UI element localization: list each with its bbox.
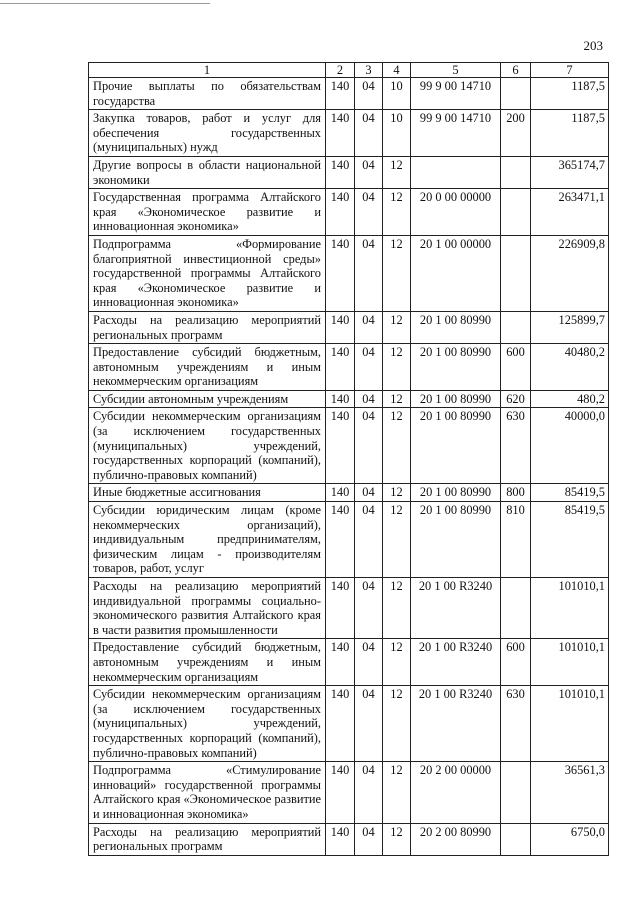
item-name-cell: Субсидии автономным учреждениям — [89, 390, 326, 408]
item-name-cell: Подпрограмма «Стимулирование инноваций» государственной программы Алтайского края «Экономическое развитие и инновационная экономика» — [89, 762, 326, 823]
subsection-code-cell: 10 — [383, 78, 411, 110]
header-row — [89, 63, 609, 78]
amount-cell: 36561,3 — [531, 762, 609, 823]
ministry-code-cell: 140 — [326, 235, 355, 311]
section-code-cell: 04 — [355, 235, 383, 311]
page-number: 203 — [583, 38, 603, 53]
section-code-cell: 04 — [355, 311, 383, 343]
budget-table — [88, 62, 609, 856]
amount-cell: 1187,5 — [531, 110, 609, 157]
header-cell: 7 — [531, 63, 609, 78]
table-row — [89, 390, 609, 408]
amount-cell: 125899,7 — [531, 311, 609, 343]
amount-cell: 365174,7 — [531, 156, 609, 188]
target-article-code-cell: 20 0 00 00000 — [411, 189, 501, 236]
subsection-code-cell: 12 — [383, 762, 411, 823]
subsection-code-cell: 12 — [383, 390, 411, 408]
header-cell: 2 — [326, 63, 355, 78]
ministry-code-cell: 140 — [326, 344, 355, 391]
table-row — [89, 311, 609, 343]
target-article-code-cell: 20 1 00 80990 — [411, 484, 501, 502]
target-article-code-cell: 20 2 00 80990 — [411, 823, 501, 855]
item-name-cell: Государственная программа Алтайского края «Экономическое развитие и инновационная экономика» — [89, 189, 326, 236]
section-code-cell: 04 — [355, 189, 383, 236]
section-code-cell: 04 — [355, 502, 383, 578]
amount-cell: 85419,5 — [531, 502, 609, 578]
section-code-cell: 04 — [355, 484, 383, 502]
table-row — [89, 408, 609, 484]
section-code-cell: 04 — [355, 823, 383, 855]
table-body — [89, 63, 609, 856]
amount-cell: 40000,0 — [531, 408, 609, 484]
item-name-cell: Субсидии юридическим лицам (кроме некоммерческих организаций), индивидуальным предпринимателям, физическим лицам - производителям товаров, работ, услуг — [89, 502, 326, 578]
subsection-code-cell: 10 — [383, 110, 411, 157]
expense-type-code-cell — [501, 156, 531, 188]
item-name-cell: Подпрограмма «Формирование благоприятной инвестиционной среды» государственной программы Алтайского края «Экономическое развитие и инновационная экономика» — [89, 235, 326, 311]
amount-cell: 263471,1 — [531, 189, 609, 236]
expense-type-code-cell — [501, 235, 531, 311]
target-article-code-cell: 20 1 00 80990 — [411, 344, 501, 391]
table-row — [89, 578, 609, 639]
item-name-cell: Иные бюджетные ассигнования — [89, 484, 326, 502]
subsection-code-cell: 12 — [383, 156, 411, 188]
section-code-cell: 04 — [355, 686, 383, 762]
table-row — [89, 78, 609, 110]
section-code-cell: 04 — [355, 578, 383, 639]
table-row — [89, 484, 609, 502]
subsection-code-cell: 12 — [383, 578, 411, 639]
table-row — [89, 762, 609, 823]
ministry-code-cell: 140 — [326, 156, 355, 188]
ministry-code-cell: 140 — [326, 484, 355, 502]
target-article-code-cell — [411, 156, 501, 188]
amount-cell: 480,2 — [531, 390, 609, 408]
target-article-code-cell: 20 1 00 80990 — [411, 390, 501, 408]
ministry-code-cell: 140 — [326, 823, 355, 855]
subsection-code-cell: 12 — [383, 408, 411, 484]
table-row — [89, 823, 609, 855]
subsection-code-cell: 12 — [383, 686, 411, 762]
target-article-code-cell: 20 1 00 R3240 — [411, 639, 501, 686]
ministry-code-cell: 140 — [326, 686, 355, 762]
expense-type-code-cell: 620 — [501, 390, 531, 408]
item-name-cell: Расходы на реализацию мероприятий региональных программ — [89, 311, 326, 343]
subsection-code-cell: 12 — [383, 235, 411, 311]
item-name-cell: Прочие выплаты по обязательствам государства — [89, 78, 326, 110]
ministry-code-cell: 140 — [326, 578, 355, 639]
expense-type-code-cell — [501, 823, 531, 855]
table-row — [89, 189, 609, 236]
table-row — [89, 110, 609, 157]
subsection-code-cell: 12 — [383, 311, 411, 343]
target-article-code-cell: 99 9 00 14710 — [411, 78, 501, 110]
target-article-code-cell: 20 1 00 80990 — [411, 502, 501, 578]
ministry-code-cell: 140 — [326, 390, 355, 408]
subsection-code-cell: 12 — [383, 344, 411, 391]
section-code-cell: 04 — [355, 156, 383, 188]
expense-type-code-cell: 810 — [501, 502, 531, 578]
table-row — [89, 502, 609, 578]
expense-type-code-cell: 630 — [501, 408, 531, 484]
amount-cell: 101010,1 — [531, 686, 609, 762]
expense-type-code-cell: 800 — [501, 484, 531, 502]
section-code-cell: 04 — [355, 408, 383, 484]
amount-cell: 226909,8 — [531, 235, 609, 311]
item-name-cell: Расходы на реализацию мероприятий индивидуальной программы социально-экономического развития Алтайского края в части развития промышленности — [89, 578, 326, 639]
header-cell: 6 — [501, 63, 531, 78]
target-article-code-cell: 20 1 00 80990 — [411, 311, 501, 343]
expense-type-code-cell: 630 — [501, 686, 531, 762]
section-code-cell: 04 — [355, 762, 383, 823]
header-cell: 1 — [89, 63, 326, 78]
item-name-cell: Предоставление субсидий бюджетным, автономным учреждениям и иным некоммерческим организациям — [89, 639, 326, 686]
amount-cell: 85419,5 — [531, 484, 609, 502]
header-cell: 4 — [383, 63, 411, 78]
ministry-code-cell: 140 — [326, 502, 355, 578]
ministry-code-cell: 140 — [326, 78, 355, 110]
expense-type-code-cell: 600 — [501, 344, 531, 391]
amount-cell: 40480,2 — [531, 344, 609, 391]
expense-type-code-cell — [501, 78, 531, 110]
item-name-cell: Субсидии некоммерческим организациям (за исключением государственных (муниципальных) учреждений, государственных корпораций (компаний), публично-правовых компаний) — [89, 408, 326, 484]
table-row — [89, 156, 609, 188]
target-article-code-cell: 20 1 00 80990 — [411, 408, 501, 484]
expense-type-code-cell: 600 — [501, 639, 531, 686]
item-name-cell: Закупка товаров, работ и услуг для обеспечения государственных (муниципальных) нужд — [89, 110, 326, 157]
header-cell: 3 — [355, 63, 383, 78]
table-row — [89, 344, 609, 391]
table-row — [89, 639, 609, 686]
section-code-cell: 04 — [355, 110, 383, 157]
expense-type-code-cell: 200 — [501, 110, 531, 157]
target-article-code-cell: 20 2 00 00000 — [411, 762, 501, 823]
ministry-code-cell: 140 — [326, 110, 355, 157]
ministry-code-cell: 140 — [326, 189, 355, 236]
ministry-code-cell: 140 — [326, 762, 355, 823]
target-article-code-cell: 20 1 00 00000 — [411, 235, 501, 311]
top-rule — [0, 3, 210, 4]
item-name-cell: Другие вопросы в области национальной экономики — [89, 156, 326, 188]
item-name-cell: Предоставление субсидий бюджетным, автономным учреждениям и иным некоммерческим организациям — [89, 344, 326, 391]
table-row — [89, 235, 609, 311]
subsection-code-cell: 12 — [383, 823, 411, 855]
amount-cell: 1187,5 — [531, 78, 609, 110]
section-code-cell: 04 — [355, 78, 383, 110]
header-cell: 5 — [411, 63, 501, 78]
expense-type-code-cell — [501, 311, 531, 343]
section-code-cell: 04 — [355, 344, 383, 391]
expense-type-code-cell — [501, 189, 531, 236]
amount-cell: 101010,1 — [531, 639, 609, 686]
target-article-code-cell: 20 1 00 R3240 — [411, 578, 501, 639]
item-name-cell: Субсидии некоммерческим организациям (за исключением государственных (муниципальных) учреждений, государственных корпораций (компаний), публично-правовых компаний) — [89, 686, 326, 762]
table-row — [89, 686, 609, 762]
target-article-code-cell: 20 1 00 R3240 — [411, 686, 501, 762]
section-code-cell: 04 — [355, 390, 383, 408]
expense-type-code-cell — [501, 762, 531, 823]
target-article-code-cell: 99 9 00 14710 — [411, 110, 501, 157]
ministry-code-cell: 140 — [326, 408, 355, 484]
subsection-code-cell: 12 — [383, 639, 411, 686]
subsection-code-cell: 12 — [383, 189, 411, 236]
item-name-cell: Расходы на реализацию мероприятий региональных программ — [89, 823, 326, 855]
expense-type-code-cell — [501, 578, 531, 639]
section-code-cell: 04 — [355, 639, 383, 686]
amount-cell: 6750,0 — [531, 823, 609, 855]
subsection-code-cell: 12 — [383, 484, 411, 502]
subsection-code-cell: 12 — [383, 502, 411, 578]
ministry-code-cell: 140 — [326, 639, 355, 686]
ministry-code-cell: 140 — [326, 311, 355, 343]
amount-cell: 101010,1 — [531, 578, 609, 639]
